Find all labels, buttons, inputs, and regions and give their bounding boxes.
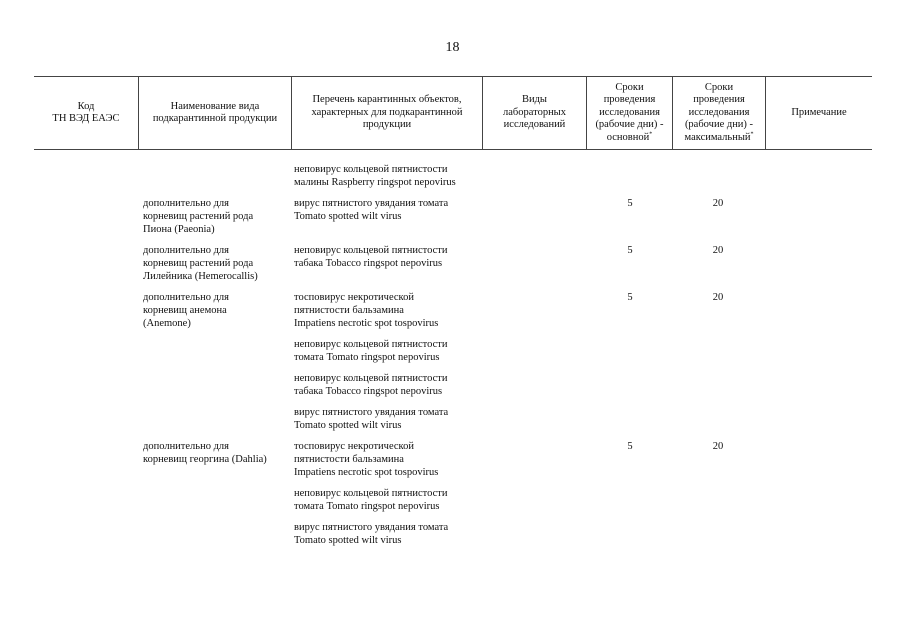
object-line: тосповирус некротической [294,292,414,303]
object-line: неповирус кольцевой пятнистости [294,488,448,499]
quarantine-object [294,372,494,398]
object-line: неповирус кольцевой пятнистости [294,373,448,384]
product-name [143,244,291,283]
header-line: Код [77,100,95,112]
header-term-max [672,77,765,149]
header-line: характерных для подкарантинной [311,106,463,118]
header-line: (рабочие дни) - [684,119,754,131]
object-line: малины Raspberry ringspot nepovirus [294,177,456,188]
quarantine-object [294,487,494,513]
product-line: корневищ георгина (Dahlia) [143,454,267,465]
header-term-basic-text [595,82,663,145]
header-line: основной [606,131,650,143]
term-basic-value: 5 [627,441,633,452]
term-max-value: 20 [712,292,724,303]
product-line: корневищ растений рода [143,258,254,269]
product-line: дополнительно для [143,441,229,452]
quarantine-object [294,291,494,330]
header-note [765,77,872,149]
header-line: исследования [599,106,660,118]
term-basic-value: 5 [627,292,633,303]
object-line: Tomato spotted wilt virus [294,535,402,546]
quarantine-object [294,197,494,223]
term-basic-value: 5 [627,198,633,209]
product-name [143,291,291,330]
term-max-value: 20 [712,245,724,256]
quarantine-object [294,244,494,270]
object-line: Impatiens necrotic spot tospovirus [294,318,439,329]
object-line: Tomato spotted wilt virus [294,211,402,222]
header-note-text [791,107,846,120]
header-line: продукции [362,119,412,131]
header-line: Виды [521,94,547,106]
object-line: вирус пятнистого увядания томата [294,198,449,209]
term-basic-value: 5 [627,245,633,256]
term-max-value: 20 [712,441,724,452]
header-line: лабораторных [502,106,566,118]
object-line: томата Tomato ringspot nepovirus [294,501,440,512]
header-line: Наименование вида [170,100,260,112]
quarantine-object [294,338,494,364]
table-body [0,150,905,570]
object-line: пятнистости бальзамина [294,454,404,465]
header-lab-text [503,94,566,132]
product-name [143,197,291,236]
header-code-text [52,101,119,126]
object-line: Impatiens necrotic spot tospovirus [294,467,439,478]
header-product [138,77,291,149]
object-line: табака Tobacco ringspot nepovirus [294,258,443,269]
table-header [34,76,872,150]
header-line: подкарантинной продукции [152,113,278,124]
product-name [143,440,291,466]
object-line: табака Tobacco ringspot nepovirus [294,386,443,397]
header-line: проведения [603,94,656,106]
header-line: (рабочие дни) - [595,119,664,131]
product-line: корневищ растений рода [143,211,254,222]
object-line: вирус пятнистого увядания томата [294,522,449,533]
object-line: Tomato spotted wilt virus [294,420,402,431]
object-line: тосповирус некротической [294,441,414,452]
page-number: 18 [445,40,460,55]
term-max-value: 20 [712,198,724,209]
object-line: вирус пятнистого увядания томата [294,407,449,418]
product-line: дополнительно для [143,292,229,303]
header-lab [482,77,586,149]
footnote-mark: * [649,131,653,138]
header-product-text [153,101,277,126]
quarantine-object [294,521,494,547]
header-line: Перечень карантинных объектов, [312,94,462,106]
quarantine-object [294,440,494,479]
product-line: дополнительно для [143,198,229,209]
product-line: Пиона (Paeonia) [143,224,215,235]
header-line: ТН ВЭД ЕАЭС [52,113,120,124]
header-line: Сроки [704,81,734,93]
object-line: томата Tomato ringspot nepovirus [294,352,440,363]
object-line: пятнистости бальзамина [294,305,404,316]
product-line: корневищ анемона [143,305,227,316]
header-objects-text [311,94,462,132]
header-line: исследований [503,119,566,131]
header-line: максимальный [684,131,751,143]
object-line: неповирус кольцевой пятнистости [294,339,448,350]
header-code [34,77,138,149]
header-term-max-text [685,82,754,145]
header-line: проведения [693,94,745,106]
object-line: неповирус кольцевой пятнистости [294,245,448,256]
footnote-mark: * [750,131,754,138]
product-line: дополнительно для [143,245,229,256]
quarantine-object [294,406,494,432]
quarantine-object [294,163,494,189]
header-term-basic [586,77,672,149]
header-objects [291,77,482,149]
header-line: Примечание [791,106,847,118]
header-line: исследования [688,106,750,118]
object-line: неповирус кольцевой пятнистости [294,164,448,175]
product-line: Лилейника (Hemerocallis) [143,271,258,282]
product-line: (Anemone) [143,318,191,329]
header-line: Сроки [615,81,644,93]
